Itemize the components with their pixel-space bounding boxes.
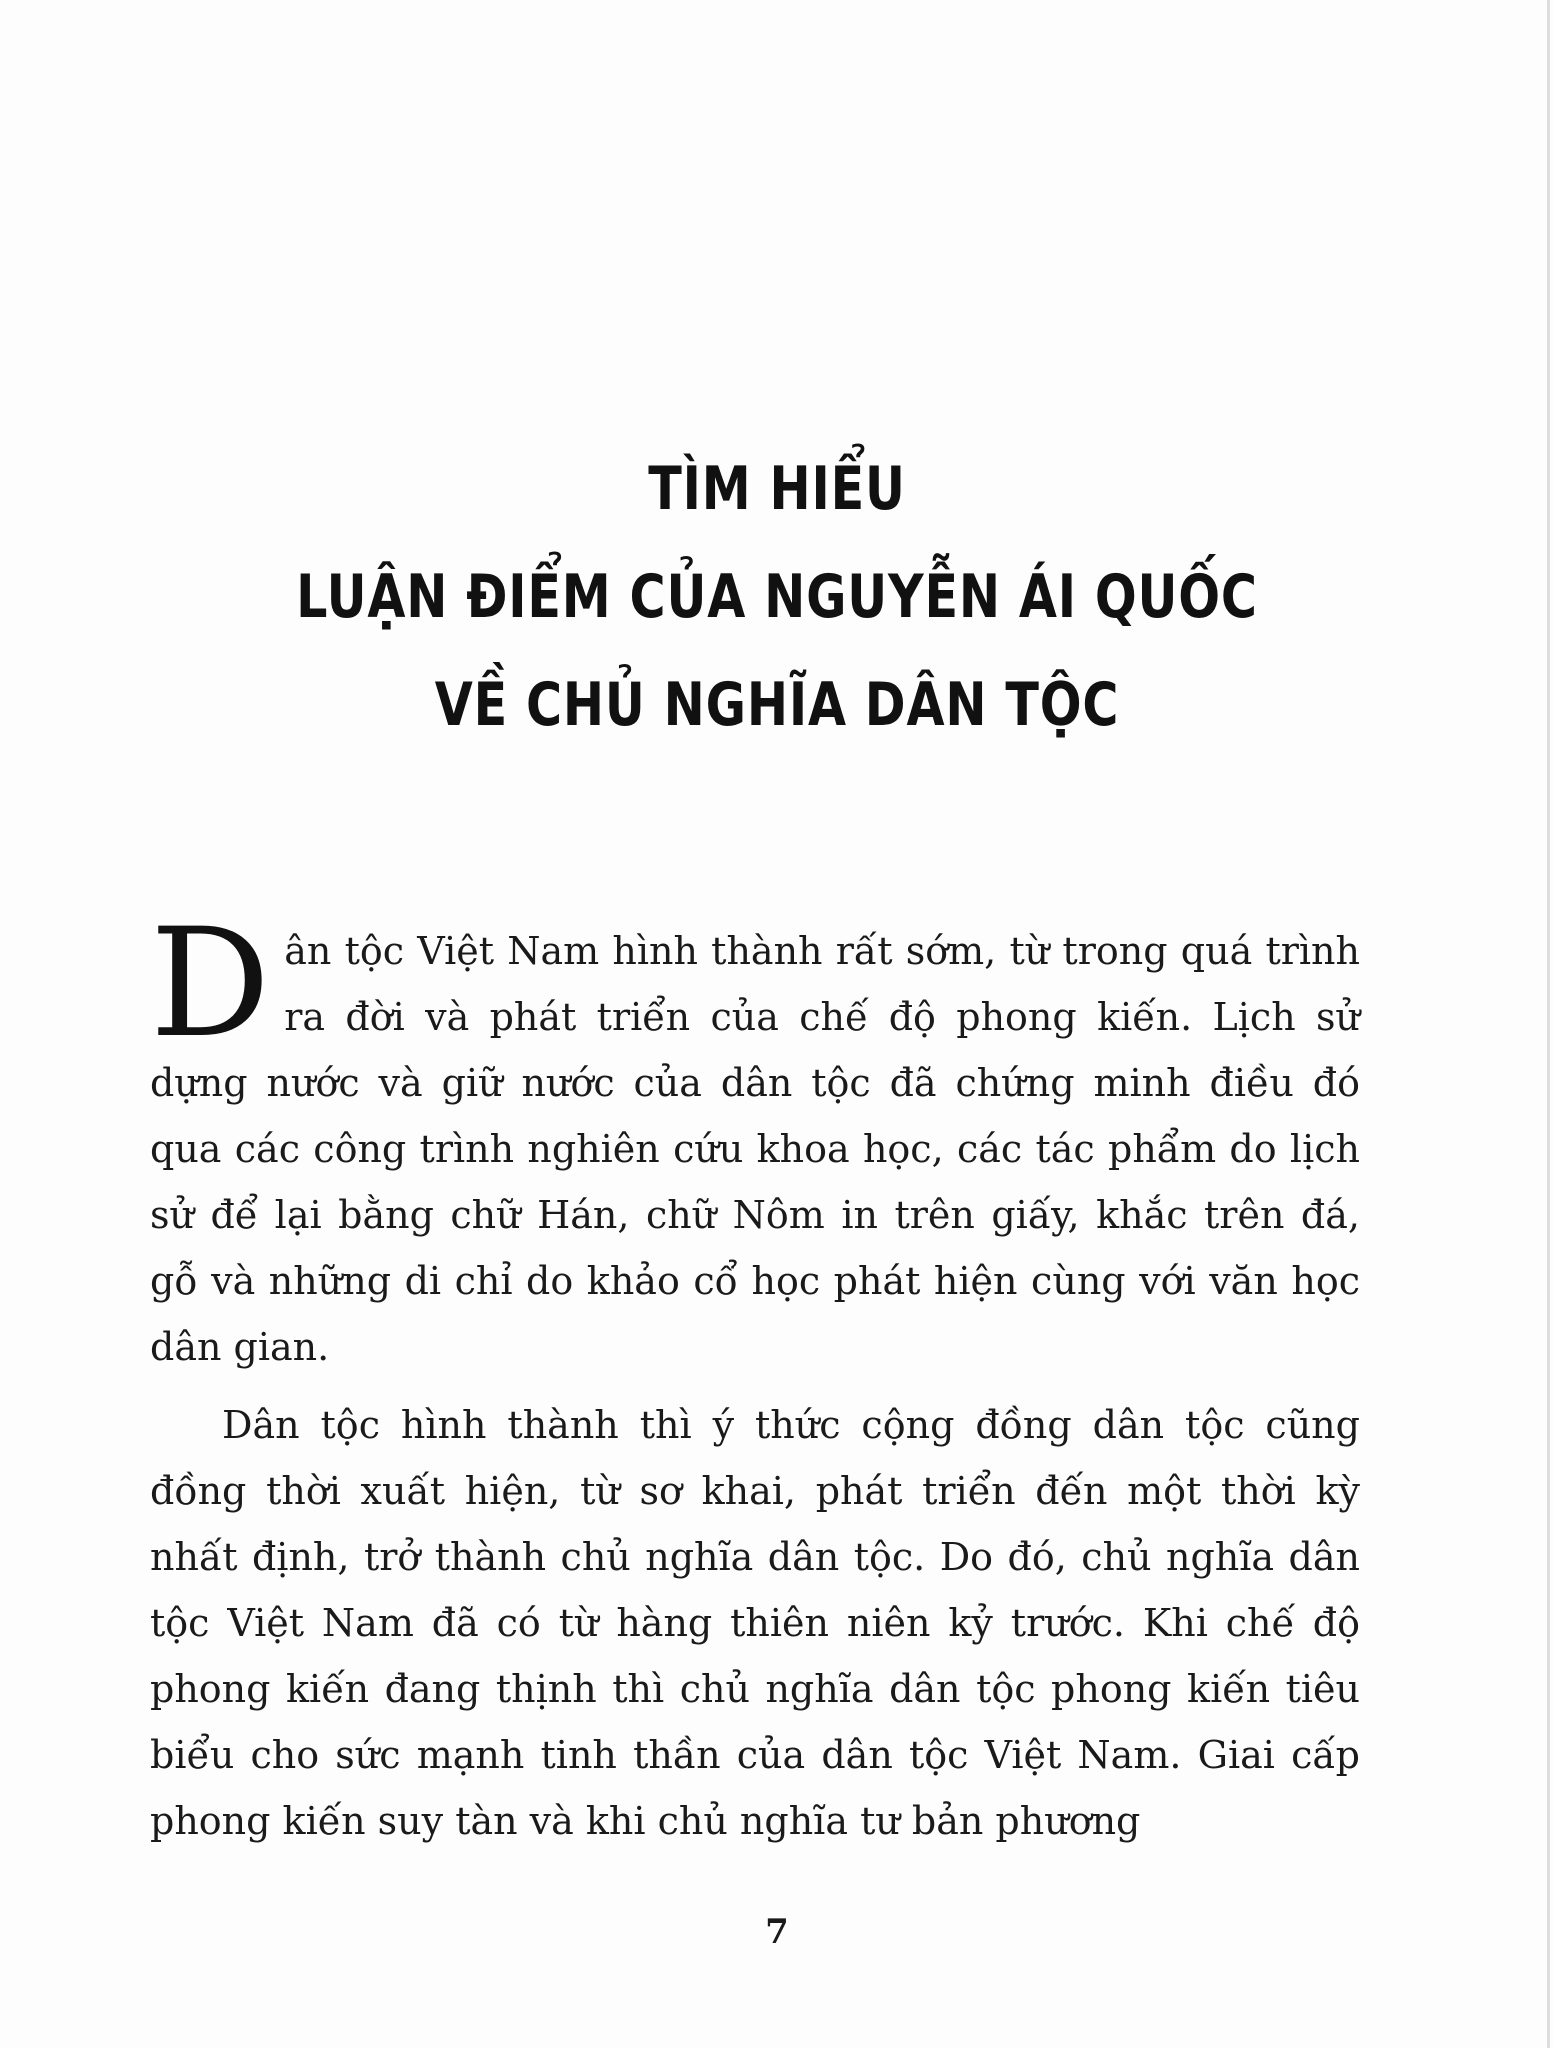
- page-number: 7: [765, 1912, 789, 1952]
- body-text: [150, 897, 1360, 1854]
- paragraph-1: [150, 897, 1360, 1380]
- title-line-3: VỀ CHỦ NGHĨA DÂN TỘC: [434, 670, 1120, 740]
- title-line-2: LUẬN ĐIỂM CỦA NGUYỄN ÁI QUỐC: [296, 562, 1258, 632]
- page-edge-shadow: [1547, 0, 1550, 2048]
- paragraph-2: Dân tộc hình thành thì ý thức cộng đồng dân tộc cũng đồng thời xuất hiện, từ sơ khai, phát triển đến một thời kỳ nhất định, trở thành chủ nghĩa dân tộc. Do đó, chủ nghĩa dân tộc Việt Nam đã có từ hàng thiên niên kỷ trước. Khi chế độ phong kiến đang thịnh thì chủ nghĩa dân tộc phong kiến tiêu biểu cho sức mạnh tinh thần của dân tộc Việt Nam. Giai cấp phong kiến suy tàn và khi chủ nghĩa tư bản phương: [150, 1403, 1360, 1843]
- paragraph-1-text: ân tộc Việt Nam hình thành rất sớm, từ trong quá trình ra đời và phát triển của chế độ phong kiến. Lịch sử dựng nước và giữ nước của dân tộc đã chứng minh điều đó qua các công trình nghiên cứu khoa học, các tác phẩm do lịch sử để lại bằng chữ Hán, chữ Nôm in trên giấy, khắc trên đá, gỗ và những di chỉ do khảo cổ học phát hiện cùng với văn học dân gian.: [150, 929, 1360, 1369]
- title-line-1: TÌM HIỂU: [648, 454, 906, 524]
- chapter-title: [0, 435, 1554, 759]
- drop-cap: D: [150, 897, 271, 1071]
